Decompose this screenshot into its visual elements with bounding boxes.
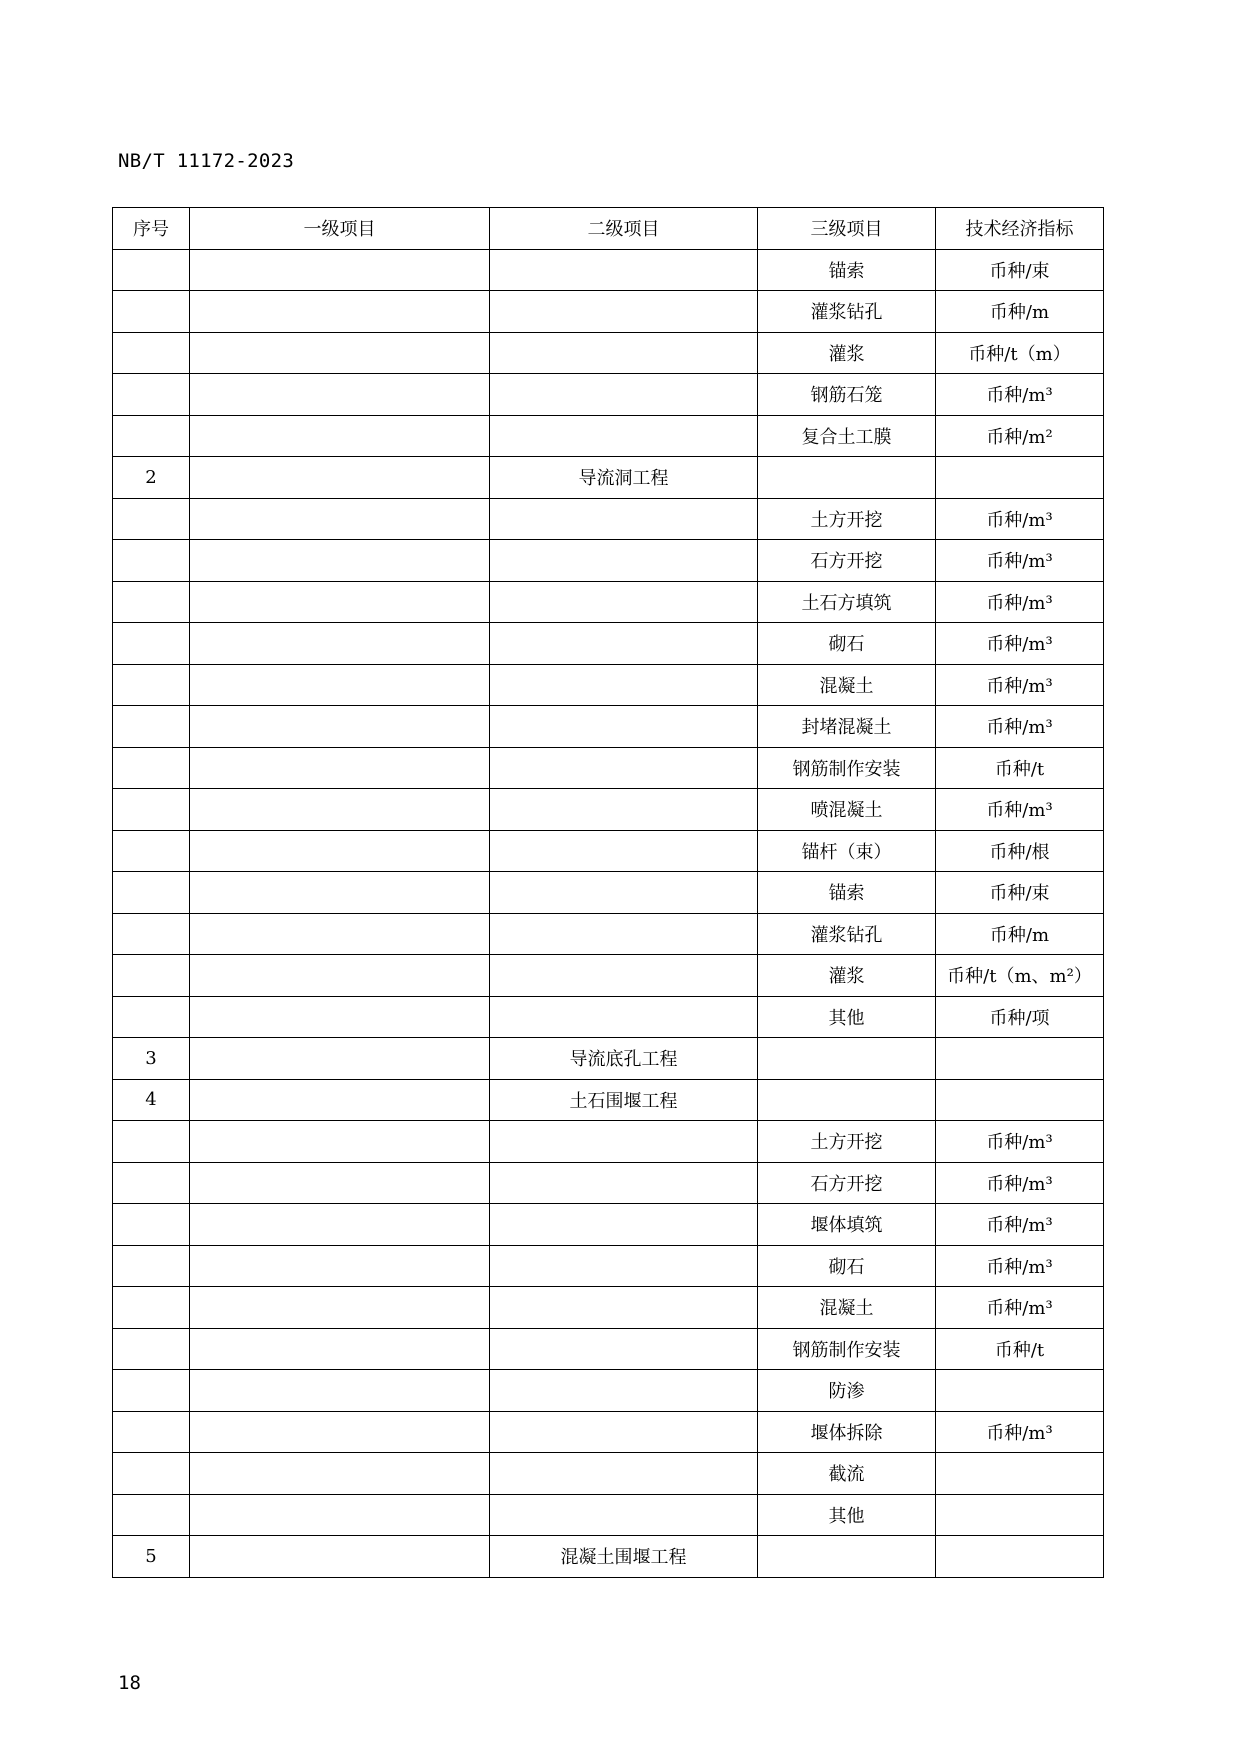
cell-level3: 复合土工膜 <box>758 415 936 457</box>
cell-serial <box>113 1411 190 1453</box>
cell-level2 <box>490 1287 758 1329</box>
cell-serial <box>113 1121 190 1163</box>
cell-serial <box>113 1453 190 1495</box>
table-row <box>113 581 1104 623</box>
cell-level1 <box>190 1204 490 1246</box>
cell-level3: 其他 <box>758 1494 936 1536</box>
cell-level1 <box>190 1287 490 1329</box>
cell-level1 <box>190 332 490 374</box>
cell-indicator: 币种/项 <box>936 996 1104 1038</box>
cell-level2: 导流底孔工程 <box>490 1038 758 1080</box>
cell-serial <box>113 623 190 665</box>
table-row <box>113 1162 1104 1204</box>
cell-level1 <box>190 1536 490 1578</box>
cell-level3: 喷混凝土 <box>758 789 936 831</box>
cell-level1 <box>190 374 490 416</box>
table-row <box>113 1245 1104 1287</box>
cell-level1 <box>190 830 490 872</box>
table-row <box>113 1370 1104 1412</box>
cell-level3: 砌石 <box>758 1245 936 1287</box>
cell-level3: 截流 <box>758 1453 936 1495</box>
cell-serial <box>113 1245 190 1287</box>
cell-level2 <box>490 332 758 374</box>
cell-level1 <box>190 291 490 333</box>
cell-level3: 灌浆 <box>758 332 936 374</box>
cell-level3: 混凝土 <box>758 664 936 706</box>
cell-level3: 锚索 <box>758 249 936 291</box>
cell-level1 <box>190 581 490 623</box>
cell-level2 <box>490 789 758 831</box>
table-row <box>113 1287 1104 1329</box>
cell-indicator: 币种/m² <box>936 415 1104 457</box>
cell-level1 <box>190 996 490 1038</box>
cell-level3 <box>758 457 936 499</box>
cell-serial <box>113 1204 190 1246</box>
cell-indicator: 币种/m³ <box>936 1245 1104 1287</box>
cell-serial <box>113 1162 190 1204</box>
cell-level2: 混凝土围堰工程 <box>490 1536 758 1578</box>
cell-level2 <box>490 415 758 457</box>
table-row <box>113 747 1104 789</box>
table-row <box>113 623 1104 665</box>
cell-serial <box>113 789 190 831</box>
cell-level2 <box>490 374 758 416</box>
table-row <box>113 955 1104 997</box>
cell-level2 <box>490 623 758 665</box>
cell-level3: 灌浆钻孔 <box>758 913 936 955</box>
cell-indicator: 币种/t <box>936 1328 1104 1370</box>
table-row <box>113 1204 1104 1246</box>
table-row <box>113 1453 1104 1495</box>
cell-level3: 灌浆钻孔 <box>758 291 936 333</box>
cell-serial <box>113 415 190 457</box>
table-row <box>113 415 1104 457</box>
cell-indicator: 币种/m³ <box>936 1411 1104 1453</box>
table-row <box>113 249 1104 291</box>
cell-indicator: 币种/m³ <box>936 789 1104 831</box>
cell-serial <box>113 498 190 540</box>
column-header-level2: 二级项目 <box>490 208 758 250</box>
cell-level3: 锚杆（束） <box>758 830 936 872</box>
cell-level1 <box>190 1079 490 1121</box>
table-row <box>113 374 1104 416</box>
page-number: 18 <box>118 1672 141 1694</box>
cell-level2 <box>490 996 758 1038</box>
cell-serial <box>113 374 190 416</box>
cell-level3: 石方开挖 <box>758 540 936 582</box>
cell-indicator: 币种/m <box>936 291 1104 333</box>
table-row <box>113 332 1104 374</box>
cell-serial <box>113 996 190 1038</box>
table-row <box>113 1411 1104 1453</box>
column-header-level1: 一级项目 <box>190 208 490 250</box>
cell-level3: 钢筋石笼 <box>758 374 936 416</box>
cell-level1 <box>190 955 490 997</box>
cell-level2 <box>490 1453 758 1495</box>
cell-indicator: 币种/m³ <box>936 374 1104 416</box>
cell-indicator: 币种/t <box>936 747 1104 789</box>
cell-level1 <box>190 249 490 291</box>
cell-serial <box>113 747 190 789</box>
cell-level3: 砌石 <box>758 623 936 665</box>
cell-level3: 钢筋制作安装 <box>758 747 936 789</box>
cell-serial <box>113 291 190 333</box>
cell-level1 <box>190 913 490 955</box>
cell-level1 <box>190 706 490 748</box>
cell-level3: 土方开挖 <box>758 1121 936 1163</box>
cell-serial: 5 <box>113 1536 190 1578</box>
cell-indicator <box>936 1453 1104 1495</box>
cell-level3: 土方开挖 <box>758 498 936 540</box>
cell-level1 <box>190 1370 490 1412</box>
cell-level1 <box>190 1038 490 1080</box>
cell-indicator: 币种/m³ <box>936 623 1104 665</box>
document-code: NB/T 11172-2023 <box>118 150 295 172</box>
cell-indicator: 币种/根 <box>936 830 1104 872</box>
cell-level2: 导流洞工程 <box>490 457 758 499</box>
cell-level2: 土石围堰工程 <box>490 1079 758 1121</box>
cell-level1 <box>190 872 490 914</box>
cell-serial <box>113 706 190 748</box>
cell-level2 <box>490 872 758 914</box>
cell-level2 <box>490 1204 758 1246</box>
cell-indicator: 币种/m³ <box>936 498 1104 540</box>
cell-level1 <box>190 623 490 665</box>
column-header-level3: 三级项目 <box>758 208 936 250</box>
cell-level2 <box>490 1245 758 1287</box>
cell-level2 <box>490 1162 758 1204</box>
table-row <box>113 540 1104 582</box>
cell-serial <box>113 540 190 582</box>
cell-level1 <box>190 540 490 582</box>
table-row <box>113 789 1104 831</box>
table-body <box>113 249 1104 1577</box>
cell-serial <box>113 1328 190 1370</box>
cell-serial <box>113 830 190 872</box>
cell-level3: 灌浆 <box>758 955 936 997</box>
cell-level1 <box>190 1411 490 1453</box>
cell-level1 <box>190 1453 490 1495</box>
table-row <box>113 1494 1104 1536</box>
cell-serial <box>113 1494 190 1536</box>
cell-level1 <box>190 1494 490 1536</box>
cell-level2 <box>490 581 758 623</box>
table-row <box>113 996 1104 1038</box>
cell-indicator: 币种/t（m、m²） <box>936 955 1104 997</box>
cell-indicator <box>936 1536 1104 1578</box>
cell-indicator <box>936 1370 1104 1412</box>
table-row <box>113 1328 1104 1370</box>
column-header-serial: 序号 <box>113 208 190 250</box>
cell-level3: 堰体拆除 <box>758 1411 936 1453</box>
cell-level3: 石方开挖 <box>758 1162 936 1204</box>
cell-indicator: 币种/束 <box>936 872 1104 914</box>
cell-level2 <box>490 291 758 333</box>
cell-indicator: 币种/t（m） <box>936 332 1104 374</box>
table-row <box>113 1038 1104 1080</box>
cell-level2 <box>490 747 758 789</box>
cell-serial <box>113 955 190 997</box>
cell-indicator: 币种/m³ <box>936 1162 1104 1204</box>
cell-indicator: 币种/m³ <box>936 540 1104 582</box>
cell-level3: 封堵混凝土 <box>758 706 936 748</box>
cell-level3 <box>758 1079 936 1121</box>
cell-serial: 2 <box>113 457 190 499</box>
cell-level3 <box>758 1038 936 1080</box>
table-row <box>113 872 1104 914</box>
cell-level3: 防渗 <box>758 1370 936 1412</box>
cell-level2 <box>490 1411 758 1453</box>
cell-indicator: 币种/m³ <box>936 706 1104 748</box>
cell-level2 <box>490 1328 758 1370</box>
table-row <box>113 457 1104 499</box>
cell-indicator <box>936 457 1104 499</box>
table-header-row <box>113 208 1104 250</box>
cell-indicator: 币种/m³ <box>936 664 1104 706</box>
cell-level3: 锚索 <box>758 872 936 914</box>
cell-level2 <box>490 540 758 582</box>
cell-level1 <box>190 789 490 831</box>
cell-serial <box>113 332 190 374</box>
table-row <box>113 1121 1104 1163</box>
cell-indicator: 币种/m³ <box>936 1287 1104 1329</box>
cell-indicator: 币种/m <box>936 913 1104 955</box>
cell-level1 <box>190 457 490 499</box>
cell-indicator: 币种/束 <box>936 249 1104 291</box>
cell-level2 <box>490 1494 758 1536</box>
cell-level3 <box>758 1536 936 1578</box>
table-row <box>113 1079 1104 1121</box>
cell-serial <box>113 913 190 955</box>
cell-level1 <box>190 1162 490 1204</box>
table-row <box>113 1536 1104 1578</box>
cell-indicator <box>936 1038 1104 1080</box>
cell-serial <box>113 664 190 706</box>
cell-serial <box>113 1370 190 1412</box>
cell-level3: 混凝土 <box>758 1287 936 1329</box>
cell-level2 <box>490 955 758 997</box>
indicator-table <box>112 207 1104 1578</box>
table-row <box>113 291 1104 333</box>
cell-level3: 钢筋制作安装 <box>758 1328 936 1370</box>
cell-level3: 堰体填筑 <box>758 1204 936 1246</box>
cell-indicator <box>936 1079 1104 1121</box>
cell-serial <box>113 249 190 291</box>
cell-serial <box>113 581 190 623</box>
table-row <box>113 706 1104 748</box>
table-row <box>113 664 1104 706</box>
cell-indicator <box>936 1494 1104 1536</box>
cell-level1 <box>190 498 490 540</box>
cell-level1 <box>190 1328 490 1370</box>
cell-serial <box>113 872 190 914</box>
table-row <box>113 498 1104 540</box>
cell-level2 <box>490 1121 758 1163</box>
cell-indicator: 币种/m³ <box>936 581 1104 623</box>
cell-level3: 土石方填筑 <box>758 581 936 623</box>
cell-level1 <box>190 1121 490 1163</box>
cell-level2 <box>490 664 758 706</box>
cell-serial: 3 <box>113 1038 190 1080</box>
cell-indicator: 币种/m³ <box>936 1121 1104 1163</box>
cell-level2 <box>490 913 758 955</box>
cell-serial <box>113 1287 190 1329</box>
cell-level1 <box>190 747 490 789</box>
column-header-indicator: 技术经济指标 <box>936 208 1104 250</box>
cell-level2 <box>490 706 758 748</box>
cell-level2 <box>490 1370 758 1412</box>
cell-level1 <box>190 415 490 457</box>
table-row <box>113 913 1104 955</box>
cell-level2 <box>490 249 758 291</box>
cell-level3: 其他 <box>758 996 936 1038</box>
cell-level2 <box>490 498 758 540</box>
cell-level1 <box>190 1245 490 1287</box>
cell-level2 <box>490 830 758 872</box>
cell-indicator: 币种/m³ <box>936 1204 1104 1246</box>
table-row <box>113 830 1104 872</box>
cell-level1 <box>190 664 490 706</box>
cell-serial: 4 <box>113 1079 190 1121</box>
